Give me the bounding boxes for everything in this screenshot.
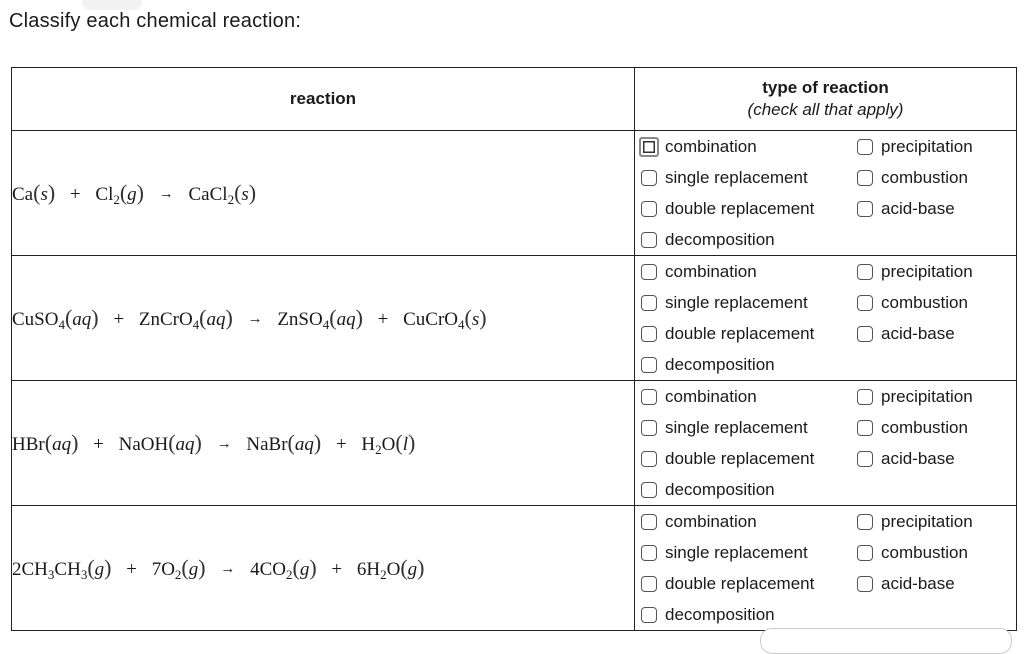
option-double-replacement[interactable]: double replacement <box>641 318 857 349</box>
checkbox-precipitation[interactable] <box>857 389 873 405</box>
reaction-row-1 <box>12 131 1017 256</box>
reaction-type-options-1 <box>635 131 1017 256</box>
checkbox-combination[interactable] <box>641 514 657 530</box>
option-double-replacement[interactable]: double replacement <box>641 568 857 599</box>
reaction-arrow-icon: → <box>247 311 263 327</box>
checkbox-decomposition[interactable] <box>641 357 657 373</box>
header-row <box>12 68 1017 131</box>
option-double-replacement[interactable]: double replacement <box>641 443 857 474</box>
checkbox-double-replacement[interactable] <box>641 326 657 342</box>
option-acid-base[interactable]: acid-base <box>857 318 1007 349</box>
option-decomposition[interactable]: decomposition <box>641 474 857 505</box>
checkbox-single-replacement[interactable] <box>641 295 657 311</box>
reaction-arrow-icon: → <box>220 561 236 577</box>
reaction-arrow-icon: → <box>158 186 174 202</box>
checkbox-decomposition[interactable] <box>641 232 657 248</box>
option-combustion[interactable]: combustion <box>857 287 1007 318</box>
option-combustion[interactable]: combustion <box>857 537 1007 568</box>
checkbox-combustion[interactable] <box>857 295 873 311</box>
option-acid-base[interactable]: acid-base <box>857 568 1007 599</box>
option-combination[interactable]: combination <box>641 381 857 412</box>
checkbox-acid-base[interactable] <box>857 576 873 592</box>
option-acid-base[interactable]: acid-base <box>857 193 1007 224</box>
option-combustion[interactable]: combustion <box>857 412 1007 443</box>
option-combination[interactable]: combination <box>641 506 857 537</box>
reaction-row-4 <box>12 506 1017 631</box>
checkbox-precipitation[interactable] <box>857 264 873 280</box>
checkbox-combination[interactable] <box>641 264 657 280</box>
checkbox-precipitation[interactable] <box>857 139 873 155</box>
reaction-equation-2: CuSO$_4$(aq) + ZnCrO$_4$(aq) → ZnSO$_4$(aq) + CuCrO$_4$(s) <box>12 256 635 381</box>
option-decomposition[interactable]: decomposition <box>641 224 857 255</box>
reaction-arrow-icon: → <box>216 436 232 452</box>
option-precipitation[interactable]: precipitation <box>857 381 1007 412</box>
checkbox-double-replacement[interactable] <box>641 576 657 592</box>
option-decomposition[interactable]: decomposition <box>641 599 857 630</box>
reaction-column-header: reaction <box>12 68 635 131</box>
checkbox-combustion[interactable] <box>857 545 873 561</box>
checkbox-single-replacement[interactable] <box>641 420 657 436</box>
option-single-replacement[interactable]: single replacement <box>641 412 857 443</box>
checkbox-acid-base[interactable] <box>857 326 873 342</box>
option-decomposition[interactable]: decomposition <box>641 349 857 380</box>
option-precipitation[interactable]: precipitation <box>857 506 1007 537</box>
reaction-equation-4: $2CH_3CH_3(g) + 7O_2(g) \to 4CO_2(g) + 6H_2O(g)$ <box>12 506 635 631</box>
type-header-title: type of reaction <box>762 78 889 97</box>
reaction-type-options-4 <box>635 506 1017 631</box>
checkbox-single-replacement[interactable] <box>641 545 657 561</box>
reaction-type-options-3 <box>635 381 1017 506</box>
checkbox-acid-base[interactable] <box>857 451 873 467</box>
checkbox-combustion[interactable] <box>857 170 873 186</box>
option-precipitation[interactable]: precipitation <box>857 256 1007 287</box>
checkbox-double-replacement[interactable] <box>641 201 657 217</box>
option-single-replacement[interactable]: single replacement <box>641 287 857 318</box>
classification-table <box>11 67 1017 631</box>
reaction-row-3 <box>12 381 1017 506</box>
checkbox-combustion[interactable] <box>857 420 873 436</box>
type-header-subtitle: (check all that apply) <box>747 100 904 119</box>
option-single-replacement[interactable]: single replacement <box>641 537 857 568</box>
checkbox-combination[interactable] <box>639 137 659 157</box>
checkbox-double-replacement[interactable] <box>641 451 657 467</box>
option-combination[interactable]: combination <box>641 131 857 162</box>
question-prompt: Classify each chemical reaction: <box>9 10 302 32</box>
checkbox-precipitation[interactable] <box>857 514 873 530</box>
top-tab-edge <box>82 0 142 10</box>
checkbox-single-replacement[interactable] <box>641 170 657 186</box>
reaction-type-options-2 <box>635 256 1017 381</box>
option-combustion[interactable]: combustion <box>857 162 1007 193</box>
checkbox-decomposition[interactable] <box>641 482 657 498</box>
reaction-row-2 <box>12 256 1017 381</box>
checkbox-acid-base[interactable] <box>857 201 873 217</box>
option-acid-base[interactable]: acid-base <box>857 443 1007 474</box>
checkbox-decomposition[interactable] <box>641 607 657 623</box>
checkbox-combination[interactable] <box>641 389 657 405</box>
reaction-equation-1: $Ca(s) + Cl_2(g)$ → CaCl$_2$(s) <box>12 131 635 256</box>
option-combination[interactable]: combination <box>641 256 857 287</box>
reaction-equation-3: HBr(aq) + NaOH(aq) → NaBr(aq) + $H_2O(l)$ <box>12 381 635 506</box>
type-column-header <box>635 68 1017 131</box>
option-double-replacement[interactable]: double replacement <box>641 193 857 224</box>
bottom-button-edge <box>760 628 1012 654</box>
option-precipitation[interactable]: precipitation <box>857 131 1007 162</box>
option-single-replacement[interactable]: single replacement <box>641 162 857 193</box>
